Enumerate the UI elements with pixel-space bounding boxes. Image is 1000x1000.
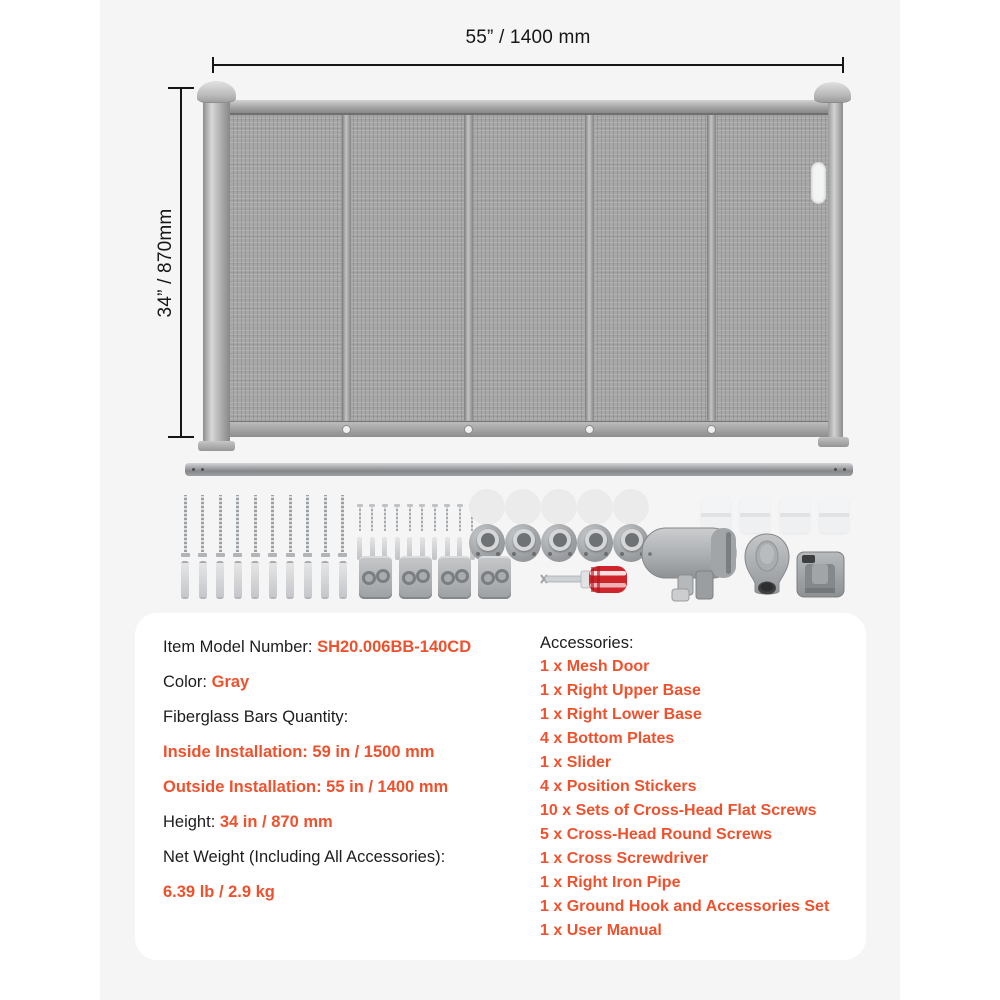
round-head-screw-icon bbox=[457, 504, 463, 531]
round-head-screw-icon bbox=[444, 504, 450, 531]
cross-screwdriver-icon bbox=[538, 558, 630, 602]
gate-right-post-cap bbox=[814, 82, 851, 102]
position-sticker-icon bbox=[740, 497, 770, 533]
pipe-hole bbox=[201, 468, 204, 471]
round-head-screw-icon bbox=[407, 504, 413, 531]
spec-row-color: Color: Gray bbox=[163, 673, 250, 691]
right-upper-base-icon bbox=[641, 527, 741, 603]
accessory-item: 1 x Ground Hook and Accessories Set bbox=[540, 898, 830, 915]
gate-left-post-foot bbox=[198, 441, 235, 451]
flat-head-screw-icon bbox=[251, 495, 260, 557]
round-head-screw-icon bbox=[382, 504, 388, 531]
gate-fastener-dot bbox=[464, 425, 473, 434]
bottom-plate-icon bbox=[399, 556, 432, 599]
accessory-item: 5 x Cross-Head Round Screws bbox=[540, 826, 773, 843]
height-dimension-label: 34” / 870mm bbox=[155, 208, 176, 318]
flat-head-screw-icon bbox=[321, 495, 330, 557]
flat-head-screw-icon bbox=[181, 495, 190, 557]
gate-left-roller-post bbox=[203, 96, 230, 445]
wall-anchor-icon bbox=[321, 561, 329, 599]
spec-row-height: Height: 34 in / 870 mm bbox=[163, 813, 333, 831]
width-dimension-label: 55” / 1400 mm bbox=[465, 27, 591, 48]
gate-fiberglass-bar bbox=[585, 113, 594, 421]
wall-anchor-icon bbox=[339, 561, 347, 599]
gate-fastener-dot bbox=[707, 425, 716, 434]
gate-fastener-dot bbox=[342, 425, 351, 434]
round-sticker-icon bbox=[505, 489, 541, 525]
gate-bottom-fasteners bbox=[229, 425, 829, 434]
spec-row-inside-installation: Inside Installation: 59 in / 1500 mm bbox=[163, 743, 435, 761]
round-head-screw-icon bbox=[357, 504, 363, 531]
round-sticker-icon bbox=[577, 489, 613, 525]
flat-head-screw-icon bbox=[268, 495, 277, 557]
small-screws-row bbox=[357, 504, 475, 531]
pipe-hole bbox=[192, 468, 195, 471]
spec-row-net-weight: Net Weight (Including All Accessories): bbox=[163, 848, 446, 866]
width-dimension-line bbox=[212, 64, 844, 66]
flat-head-screw-icon bbox=[198, 495, 207, 557]
right-iron-pipe bbox=[185, 463, 853, 476]
round-sticker-icon bbox=[541, 489, 577, 525]
flat-head-screw-icon bbox=[338, 495, 347, 557]
gate-right-post-foot bbox=[818, 437, 849, 447]
wall-anchor-icon bbox=[251, 561, 259, 599]
wall-anchor-icon bbox=[286, 561, 294, 599]
flat-head-screw-icon bbox=[233, 495, 242, 557]
gate-fiberglass-bar bbox=[464, 113, 473, 421]
flat-head-screw-icon bbox=[216, 495, 225, 557]
spec-list bbox=[163, 630, 471, 910]
ground-hook-icon bbox=[541, 524, 577, 562]
wall-anchor-icon bbox=[216, 561, 224, 599]
gate-handle-slot bbox=[811, 162, 826, 204]
right-lower-base-icon bbox=[744, 533, 790, 599]
flat-head-screw-icon bbox=[286, 495, 295, 557]
wall-anchor-icon bbox=[304, 561, 312, 599]
accessory-item: 1 x Right Upper Base bbox=[540, 682, 701, 699]
round-sticker-icon bbox=[469, 489, 505, 525]
bottom-plates-row bbox=[359, 556, 511, 599]
gate-right-post bbox=[828, 96, 843, 442]
accessory-item: 4 x Bottom Plates bbox=[540, 730, 675, 747]
position-sticker-icon bbox=[780, 497, 810, 533]
accessory-item: 1 x Slider bbox=[540, 754, 612, 771]
round-stickers-row bbox=[469, 489, 649, 525]
accessory-item: 10 x Sets of Cross-Head Flat Screws bbox=[540, 802, 817, 819]
accessory-item: 1 x Right Lower Base bbox=[540, 706, 702, 723]
pipe-hole bbox=[834, 468, 837, 471]
wall-anchor-icon bbox=[269, 561, 277, 599]
accessories-list bbox=[540, 631, 829, 943]
spec-row-model: Item Model Number: SH20.006BB-140CD bbox=[163, 638, 472, 656]
gate-top-rail bbox=[226, 100, 832, 115]
round-head-screw-icon bbox=[419, 504, 425, 531]
accessory-item: 1 x Mesh Door bbox=[540, 658, 650, 675]
pipe-hole bbox=[843, 468, 846, 471]
accessories-title: Accessories: bbox=[540, 634, 634, 652]
flat-head-screw-icon bbox=[303, 495, 312, 557]
wall-anchor-icon bbox=[234, 561, 242, 599]
position-sticker-icon bbox=[819, 497, 849, 533]
spec-row-outside-installation: Outside Installation: 55 in / 1400 mm bbox=[163, 778, 449, 796]
height-dimension-line bbox=[180, 87, 182, 438]
gate-fiberglass-bar bbox=[342, 113, 351, 421]
gate-fiberglass-bars bbox=[229, 113, 829, 421]
spec-row-bars-quantity: Fiberglass Bars Quantity: bbox=[163, 708, 349, 726]
bottom-plate-icon bbox=[438, 556, 471, 599]
wall-anchor-icon bbox=[199, 561, 207, 599]
accessory-item: 4 x Position Stickers bbox=[540, 778, 697, 795]
round-head-screw-icon bbox=[369, 504, 375, 531]
bottom-plate-icon bbox=[478, 556, 511, 599]
accessory-item: 1 x Right Iron Pipe bbox=[540, 874, 681, 891]
ground-hook-icon bbox=[577, 524, 613, 562]
spec-row-weight-value: 6.39 lb / 2.9 kg bbox=[163, 883, 275, 901]
round-head-screw-icon bbox=[394, 504, 400, 531]
bottom-plate-icon bbox=[359, 556, 392, 599]
accessory-item: 1 x User Manual bbox=[540, 922, 662, 939]
gate-fastener-dot bbox=[585, 425, 594, 434]
round-sticker-icon bbox=[613, 489, 649, 525]
gate-left-post-cap bbox=[197, 81, 236, 102]
wall-anchors-row bbox=[181, 561, 347, 599]
round-head-screw-icon bbox=[432, 504, 438, 531]
accessory-item: 1 x Cross Screwdriver bbox=[540, 850, 709, 867]
wall-anchor-icon bbox=[181, 561, 189, 599]
gate-fiberglass-bar bbox=[707, 113, 716, 421]
spec-card bbox=[135, 613, 866, 960]
flat-head-screws-row bbox=[181, 495, 347, 557]
slider-icon bbox=[796, 549, 846, 599]
